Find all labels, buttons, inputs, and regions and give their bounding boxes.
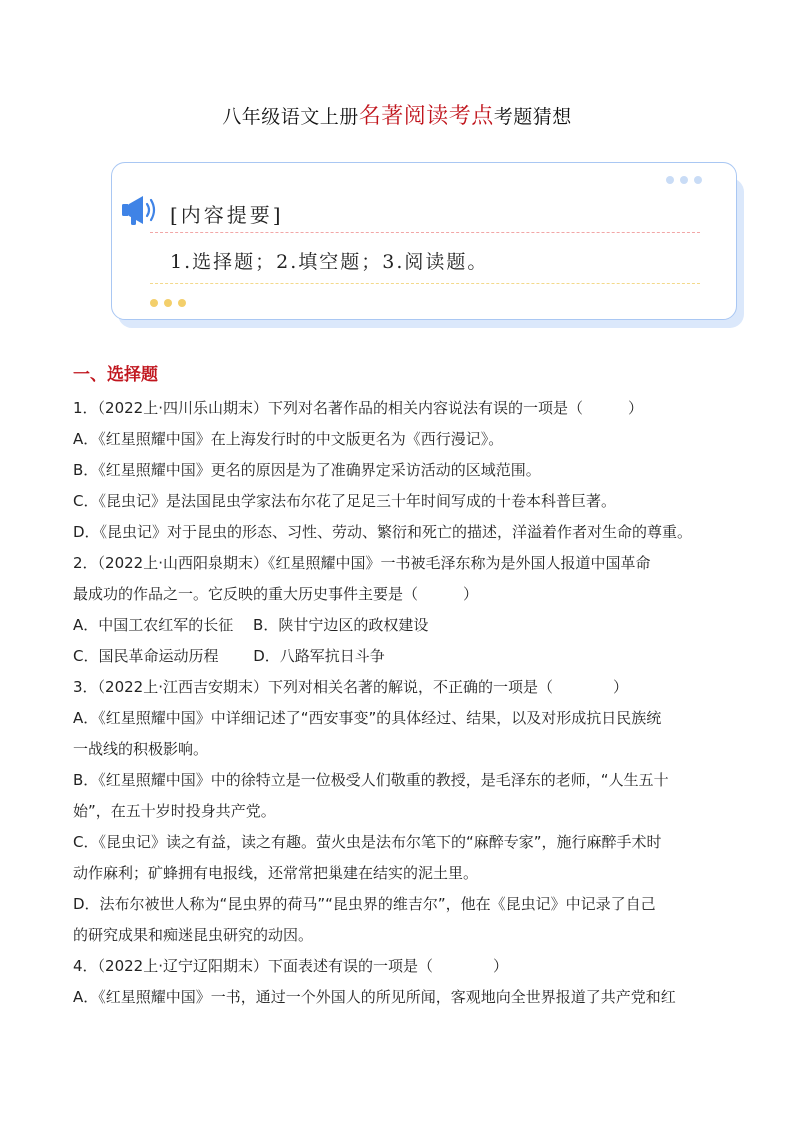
text-line: D．《昆虫记》对于昆虫的形态、习性、劳动、繁衍和死亡的描述，洋溢着作者对生命的尊重。	[73, 523, 693, 541]
text-line: 动作麻利；矿蜂拥有电报线，还常常把巢建在结实的泥土里。	[73, 864, 479, 882]
text-line: D．法布尔被世人称为“昆虫界的荷马”“昆虫界的维吉尔”，他在《昆虫记》中记录了自己	[73, 895, 656, 913]
title-prefix: 八年级语文上册	[222, 106, 359, 128]
text-line: 最成功的作品之一。它反映的重大历史事件主要是（ ）	[73, 585, 479, 603]
text-line: A．中国工农红军的长征 B．陕甘宁边区的政权建设	[73, 616, 429, 634]
title-highlight: 名著阅读考点	[358, 104, 494, 129]
text-line: 3．（2022上·江西吉安期末）下列对相关名著的解说，不正确的一项是（ ）	[73, 678, 628, 696]
title-suffix: 考题猜想	[493, 106, 572, 128]
text-line: A．《红星照耀中国》中详细记述了“西安事变”的具体经过、结果，以及对形成抗日民族统	[73, 709, 662, 727]
section-title: 一、选择题	[73, 365, 158, 385]
text-line: 的研究成果和痴迷昆虫研究的动因。	[73, 926, 314, 944]
text-line: 1．（2022上·四川乐山期末）下列对名著作品的相关内容说法有误的一项是（ ）	[73, 399, 643, 417]
text-line: B．《红星照耀中国》中的徐特立是一位极受人们敬重的教授，是毛泽东的老师，“人生五十	[73, 771, 669, 789]
text-line: B．《红星照耀中国》更名的原因是为了准确界定采访活动的区域范围。	[73, 461, 541, 479]
divider-yellow	[150, 283, 700, 284]
text-line: A．《红星照耀中国》一书，通过一个外国人的所见所闻，客观地向全世界报道了共产党和红	[73, 988, 676, 1006]
decorative-dots-top	[666, 176, 702, 184]
text-line: A．《红星照耀中国》在上海发行时的中文版更名为《西行漫记》。	[73, 430, 504, 448]
text-line: 始”，在五十岁时投身共产党。	[73, 802, 276, 820]
text-line: 4．（2022上·辽宁辽阳期末）下面表述有误的一项是（ ）	[73, 957, 508, 975]
text-line: C．《昆虫记》读之有益，读之有趣。萤火虫是法布尔笔下的“麻醉专家”，施行麻醉手术时	[73, 833, 662, 851]
megaphone-icon	[121, 193, 159, 227]
page-title	[0, 99, 794, 130]
text-line: C．《昆虫记》是法国昆虫学家法布尔花了足足三十年时间写成的十卷本科普巨著。	[73, 492, 616, 510]
text-line: 2．（2022上·山西阳泉期末）《红星照耀中国》一书被毛泽东称为是外国人报道中国革命	[73, 554, 651, 572]
text-line: 一战线的积极影响。	[73, 740, 209, 758]
summary-body: 1.选择题；2.填空题；3.阅读题。	[170, 251, 489, 273]
question-content	[73, 393, 733, 1013]
decorative-dots-bottom	[150, 299, 186, 307]
summary-box	[111, 162, 737, 320]
divider-red	[150, 232, 700, 233]
summary-heading: [内容提要]	[170, 203, 284, 227]
text-line: C．国民革命运动历程 D．八路军抗日斗争	[73, 647, 385, 665]
